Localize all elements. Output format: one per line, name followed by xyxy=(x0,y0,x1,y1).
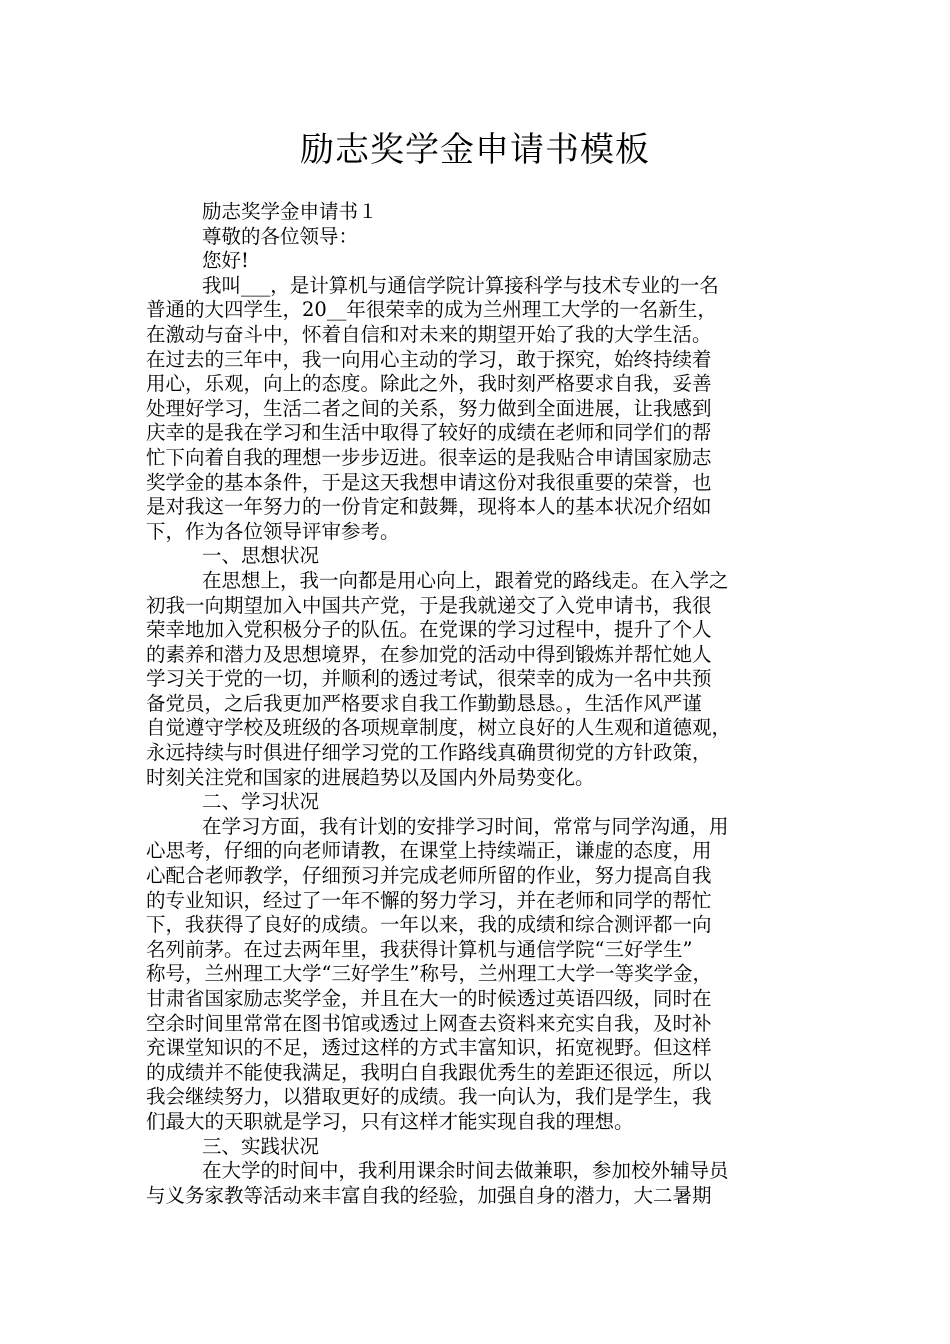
body-line: 永远持续与时俱进仔细学习党的工作路线真确贯彻党的方针政策， xyxy=(146,741,712,765)
body-line: 充课堂知识的不足，透过这样的方式丰富知识，拓宽视野。但这样 xyxy=(146,1036,712,1060)
body-line: 用心，乐观，向上的态度。除此之外，我时刻严格要求自我，妥善 xyxy=(146,372,712,396)
body-line: 备党员，之后我更加严格要求自我工作勤勤恳恳。，生活作风严谨 xyxy=(146,691,702,715)
body-line: 心思考，仔细的向老师请教，在课堂上持续端正，谦虚的态度，用 xyxy=(146,839,712,863)
body-line: 学习关于党的一切，并顺利的透过考试，很荣幸的成为一名中共预 xyxy=(146,667,712,691)
body-line: 奖学金的基本条件，于是这天我想申请这份对我很重要的荣誉，也 xyxy=(146,470,712,494)
body-line: 在学习方面，我有计划的安排学习时间，常常与同学沟通，用 xyxy=(202,814,729,838)
body-line: 您好! xyxy=(202,249,249,273)
body-line: 荣幸地加入党积极分子的队伍。在党课的学习过程中，提升了个人 xyxy=(146,618,712,642)
body-line: 与义务家教等活动来丰富自我的经验，加强自身的潜力，大二暑期 xyxy=(146,1183,712,1207)
body-line: 在激动与奋斗中，怀着自信和对未来的期望开始了我的大学生活。 xyxy=(146,322,712,346)
body-line: 下，我获得了良好的成绩。一年以来，我的成绩和综合测评都一向 xyxy=(146,913,712,937)
body-line: 的成绩并不能使我满足，我明白自我跟优秀生的差距还很远，所以 xyxy=(146,1060,712,1084)
body-line: 三、实践状况 xyxy=(202,1134,320,1158)
body-line: 是对我这一年努力的一份肯定和鼓舞，现将本人的基本状况介绍如 xyxy=(146,495,712,519)
body-line: 在过去的三年中，我一向用心主动的学习，敢于探究，始终持续着 xyxy=(146,347,712,371)
body-line: 空余时间里常常在图书馆或透过上网查去资料来充实自我，及时补 xyxy=(146,1011,712,1035)
body-line: 二、学习状况 xyxy=(202,790,320,814)
document-title: 励志奖学金申请书模板 xyxy=(300,130,650,170)
body-line: 的专业知识，经过了一年不懈的努力学习，并在老师和同学的帮忙 xyxy=(146,888,712,912)
body-line: 尊敬的各位领导： xyxy=(202,224,359,248)
body-line: 庆幸的是我在学习和生活中取得了较好的成绩在老师和同学们的帮 xyxy=(146,421,712,445)
body-line: 初我一向期望加入中国共产党，于是我就递交了入党申请书，我很 xyxy=(146,593,712,617)
body-line: 自觉遵守学校及班级的各项规章制度，树立良好的人生观和道德观， xyxy=(146,716,732,740)
body-line: 心配合老师教学，仔细预习并完成老师所留的作业，努力提高自我 xyxy=(146,864,712,888)
body-line: 的素养和潜力及思想境界，在参加党的活动中得到锻炼并帮忙她人 xyxy=(146,642,712,666)
body-line: 甘肃省国家励志奖学金，并且在大一的时候透过英语四级，同时在 xyxy=(146,987,712,1010)
body-line: 时刻关注党和国家的进展趋势以及国内外局势变化。 xyxy=(146,765,595,789)
body-line: 处理好学习，生活二者之间的关系，努力做到全面进展，让我感到 xyxy=(146,396,712,420)
body-line: 励志奖学金申请书１ xyxy=(202,200,378,223)
body-line: 普通的大四学生，20__年很荣幸的成为兰州理工大学的一名新生， xyxy=(146,298,717,322)
body-line: 称号，兰州理工大学“三好学生”称号，兰州理工大学一等奖学金， xyxy=(146,962,712,986)
body-line: 我叫___，是计算机与通信学院计算接科学与技术专业的一名 xyxy=(202,273,719,297)
body-line: 在大学的时间中，我利用课余时间去做兼职，参加校外辅导员 xyxy=(202,1159,729,1183)
body-line: 在思想上，我一向都是用心向上，跟着党的路线走。在入学之 xyxy=(202,568,729,592)
body-line: 们最大的天职就是学习，只有这样才能实现自我的理想。 xyxy=(146,1109,634,1133)
body-line: 忙下向着自我的理想一步步迈进。很幸运的是我贴合申请国家励志 xyxy=(146,445,712,469)
body-line: 名列前茅。在过去两年里，我获得计算机与通信学院“三好学生” xyxy=(146,937,693,961)
document-body xyxy=(146,200,806,1208)
body-line: 我会继续努力，以猎取更好的成绩。我一向认为，我们是学生，我 xyxy=(146,1085,712,1109)
body-line: 一、思想状况 xyxy=(202,544,320,568)
body-line: 下，作为各位领导评审参考。 xyxy=(146,519,400,543)
